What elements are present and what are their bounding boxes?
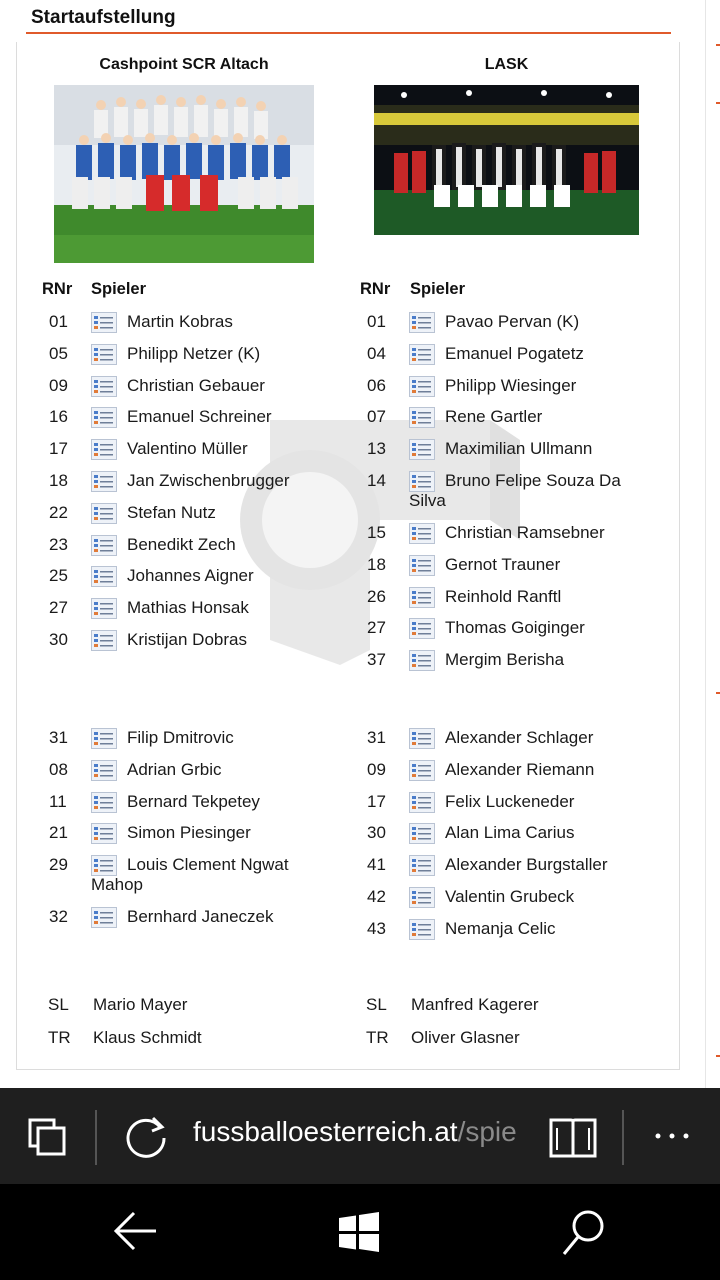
player-number: 06 (367, 375, 386, 395)
player-name[interactable]: Felix Luckeneder (445, 791, 575, 811)
player-card-icon[interactable] (409, 523, 435, 544)
staff-role: SL (48, 995, 69, 1014)
player-number: 17 (49, 439, 68, 459)
staff-name: Mario Mayer (93, 995, 188, 1014)
refresh-icon[interactable] (120, 1110, 172, 1162)
player-number: 16 (49, 407, 68, 427)
player-row (359, 759, 659, 785)
toolbar-separator (95, 1110, 97, 1165)
player-card-icon[interactable] (409, 471, 435, 492)
rail-mark (716, 1055, 720, 1057)
player-name[interactable]: Benedikt Zech (127, 534, 236, 554)
player-row (359, 406, 659, 432)
player-name[interactable]: Johannes Aigner (127, 566, 254, 586)
player-name[interactable]: Mathias Honsak (127, 598, 249, 618)
player-number: 18 (49, 471, 68, 490)
player-card-icon[interactable] (91, 312, 117, 333)
player-row (359, 886, 659, 912)
home-rnr-header: RNr (42, 280, 73, 298)
player-card-icon[interactable] (409, 919, 435, 940)
player-name[interactable]: Alexander Riemann (445, 759, 595, 779)
url-domain: fussballoesterreich.at (193, 1116, 458, 1147)
staff-role: TR (48, 1028, 71, 1047)
away-rnr-header: RNr (360, 280, 391, 298)
away-team-photo (374, 85, 639, 235)
url-path: /spie (457, 1116, 517, 1147)
windows-icon[interactable] (338, 1212, 380, 1252)
away-spieler-header: Spieler (410, 280, 466, 298)
player-number: 08 (49, 759, 68, 779)
more-icon[interactable] (650, 1124, 694, 1148)
player-card-icon[interactable] (409, 407, 435, 428)
staff-role: TR (366, 1028, 389, 1047)
player-number: 25 (49, 566, 68, 586)
player-row (41, 343, 341, 369)
home-team-photo (54, 85, 314, 263)
player-card-icon[interactable] (91, 855, 117, 876)
staff-name: Manfred Kagerer (411, 995, 539, 1014)
away-team-name: LASK (484, 56, 529, 73)
home-spieler-header: Spieler (91, 280, 147, 298)
player-row (359, 791, 659, 817)
player-row (359, 649, 659, 675)
player-row (359, 854, 659, 880)
player-number: 15 (367, 523, 386, 542)
player-row (41, 822, 341, 848)
toolbar-separator (622, 1110, 624, 1165)
player-name-continued[interactable]: Mahop (91, 875, 143, 895)
player-row (359, 438, 659, 464)
player-number: 23 (49, 534, 68, 554)
player-name[interactable]: Philipp Netzer (K) (127, 343, 261, 363)
player-name[interactable]: Martin Kobras (127, 312, 233, 331)
player-name[interactable]: Valentin Grubeck (445, 887, 575, 906)
player-card-icon[interactable] (91, 566, 117, 587)
player-name[interactable]: Bernhard Janeczek (127, 907, 274, 927)
player-row (359, 918, 659, 944)
player-number: 26 (367, 586, 386, 606)
player-name[interactable]: Filip Dmitrovic (127, 728, 234, 747)
player-row (41, 565, 341, 591)
player-number: 18 (367, 554, 386, 574)
player-card-icon[interactable] (409, 855, 435, 876)
player-row (359, 586, 659, 612)
player-name[interactable]: Christian Ramsebner (445, 523, 605, 542)
player-row (41, 791, 341, 817)
player-name[interactable]: Emanuel Pogatetz (445, 343, 584, 363)
player-card-icon[interactable] (91, 407, 117, 428)
player-number: 13 (367, 439, 386, 459)
system-nav-bar (0, 1184, 720, 1280)
player-number: 42 (367, 887, 386, 906)
player-card-icon[interactable] (409, 887, 435, 908)
player-card-icon[interactable] (91, 598, 117, 619)
player-row (41, 759, 341, 785)
player-card-icon[interactable] (409, 312, 435, 333)
player-number: 30 (367, 823, 386, 843)
player-number: 04 (367, 343, 386, 363)
player-number: 37 (367, 650, 386, 670)
player-row (359, 311, 659, 337)
player-row (359, 522, 659, 548)
player-name[interactable]: Kristijan Dobras (127, 630, 247, 649)
player-card-icon[interactable] (409, 344, 435, 365)
player-number: 27 (49, 598, 68, 618)
player-number: 41 (367, 855, 386, 875)
player-row (41, 727, 341, 753)
player-name[interactable]: Bernard Tekpetey (127, 791, 260, 811)
player-row (41, 438, 341, 464)
player-number: 01 (367, 312, 386, 331)
player-card-icon[interactable] (91, 760, 117, 781)
player-number: 30 (49, 630, 68, 649)
section-title: Startaufstellung (31, 7, 176, 28)
player-number: 09 (49, 375, 68, 395)
player-number: 32 (49, 907, 68, 927)
player-card-icon[interactable] (409, 650, 435, 671)
reading-view-icon[interactable] (545, 1112, 601, 1162)
player-card-icon[interactable] (91, 535, 117, 556)
player-card-icon[interactable] (409, 792, 435, 813)
player-card-icon[interactable] (91, 503, 117, 524)
player-row (359, 375, 659, 401)
player-name[interactable]: Nemanja Celic (445, 918, 556, 938)
player-row (41, 311, 341, 337)
player-card-icon[interactable] (91, 376, 117, 397)
player-name[interactable]: Valentino Müller (127, 439, 248, 459)
staff-role: SL (366, 995, 387, 1014)
player-row (41, 597, 341, 623)
player-row (41, 854, 341, 900)
staff-name: Klaus Schmidt (93, 1028, 202, 1047)
player-card-icon[interactable] (409, 587, 435, 608)
player-card-icon[interactable] (409, 555, 435, 576)
player-name[interactable]: Christian Gebauer (127, 375, 265, 395)
player-row (41, 629, 341, 655)
player-name[interactable]: Rene Gartler (445, 407, 543, 427)
player-card-icon[interactable] (91, 344, 117, 365)
player-card-icon[interactable] (409, 728, 435, 749)
player-name[interactable]: Bruno Felipe Souza Da (445, 471, 621, 490)
player-card-icon[interactable] (91, 823, 117, 844)
player-name[interactable]: Mergim Berisha (445, 650, 565, 670)
player-number: 11 (49, 791, 67, 811)
player-name[interactable]: Reinhold Ranftl (445, 586, 562, 606)
player-row (41, 906, 341, 932)
rail-mark (716, 44, 720, 46)
player-name-continued[interactable]: Silva (409, 491, 446, 510)
player-name[interactable]: Stefan Nutz (127, 502, 216, 522)
player-number: 17 (367, 791, 386, 811)
player-card-icon[interactable] (409, 376, 435, 397)
player-number: 29 (49, 855, 68, 875)
player-row (359, 554, 659, 580)
player-name[interactable]: Simon Piesinger (127, 823, 251, 843)
player-card-icon[interactable] (409, 760, 435, 781)
player-name[interactable]: Pavao Pervan (K) (445, 312, 580, 331)
player-card-icon[interactable] (409, 439, 435, 460)
player-row (359, 822, 659, 848)
player-row (359, 343, 659, 369)
player-row (41, 375, 341, 401)
player-name[interactable]: Alan Lima Carius (445, 823, 575, 843)
player-number: 14 (367, 471, 386, 490)
player-row (41, 406, 341, 432)
rail-mark (716, 102, 720, 104)
player-number: 31 (49, 728, 68, 747)
section-underline (26, 32, 671, 34)
rail-mark (716, 692, 720, 694)
player-card-icon[interactable] (91, 907, 117, 928)
home-team-name: Cashpoint SCR Altach (99, 56, 269, 73)
search-icon[interactable] (560, 1208, 608, 1258)
player-card-icon[interactable] (409, 618, 435, 639)
player-name[interactable]: Thomas Goiginger (445, 618, 585, 638)
player-card-icon[interactable] (91, 439, 117, 460)
player-number: 01 (49, 312, 68, 331)
player-name[interactable]: Philipp Wiesinger (445, 375, 577, 395)
right-rail (705, 0, 720, 1088)
player-number: 09 (367, 759, 386, 779)
player-number: 27 (367, 618, 386, 638)
player-row (41, 534, 341, 560)
player-number: 05 (49, 343, 68, 363)
player-number: 43 (367, 918, 386, 938)
staff-name: Oliver Glasner (411, 1028, 520, 1047)
player-name[interactable]: Jan Zwischenbrugger (127, 471, 290, 490)
player-card-icon[interactable] (91, 471, 117, 492)
player-row (359, 617, 659, 643)
player-name[interactable]: Alexander Burgstaller (445, 855, 608, 875)
url-field[interactable] (193, 1116, 525, 1148)
player-name[interactable]: Adrian Grbic (127, 759, 222, 779)
player-number: 21 (49, 823, 68, 843)
player-card-icon[interactable] (91, 792, 117, 813)
back-icon[interactable] (110, 1208, 162, 1254)
player-number: 07 (367, 407, 386, 427)
player-name[interactable]: Louis Clement Ngwat (127, 855, 289, 875)
player-row (41, 502, 341, 528)
player-row (41, 470, 341, 496)
player-card-icon[interactable] (91, 728, 117, 749)
player-name[interactable]: Gernot Trauner (445, 554, 561, 574)
player-number: 22 (49, 502, 68, 522)
player-name[interactable]: Emanuel Schreiner (127, 407, 272, 427)
player-number: 31 (367, 728, 386, 747)
player-name[interactable]: Alexander Schlager (445, 728, 594, 747)
browser-address-bar (0, 1088, 720, 1184)
player-card-icon[interactable] (409, 823, 435, 844)
player-card-icon[interactable] (91, 630, 117, 651)
player-row (359, 470, 659, 516)
tabs-icon[interactable] (24, 1114, 74, 1164)
player-row (359, 727, 659, 753)
player-name[interactable]: Maximilian Ullmann (445, 439, 593, 459)
